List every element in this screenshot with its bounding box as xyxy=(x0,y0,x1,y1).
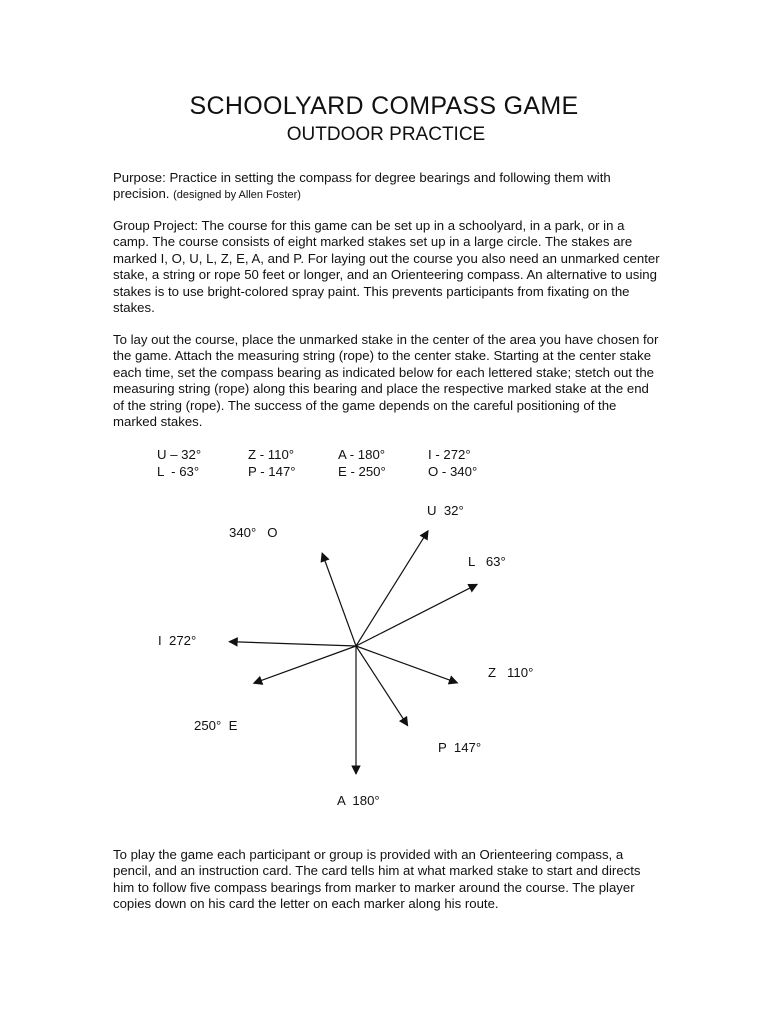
bearing-rays xyxy=(229,531,477,774)
purpose-text: Purpose: Practice in setting the compass for degree bearings and following them with precision. xyxy=(113,170,611,202)
bearing-entry: O - 340° xyxy=(428,464,478,479)
stake-label-u: U 32° xyxy=(427,503,464,518)
bearing-entry: Z - 110° xyxy=(248,447,295,462)
stake-label-z: Z 110° xyxy=(488,665,534,680)
play-instructions-paragraph: To play the game each participant or group is provided with an Orienteering compass, a pencil, and an instruction card. The card tells him at what marked stake to start and directs him to follow five compass bearings from marker to marker around the course. The player copies down on his card the letter on each marker along his route. xyxy=(113,847,641,912)
bearing-arrow-u xyxy=(356,531,428,646)
page-title: SCHOOLYARD COMPASS GAME xyxy=(189,92,579,120)
layout-instructions-paragraph: To lay out the course, place the unmarked stake in the center of the area you have chosen for the game. Attach the measuring string (rope) to the center stake. Starting at the center stake each time, set the compass bearing as indicated below for each lettered stake; stetch out the measuring string (rope) along this bearing and place the respective marked stake at the end of the string (rope). The success of the game depends on the careful positioning of the marked stakes. xyxy=(113,332,659,430)
stake-label-o: 340° O xyxy=(229,525,278,540)
bearing-entry: L - 63° xyxy=(157,464,200,479)
stake-label-e: 250° E xyxy=(194,718,238,733)
bearing-entry: P - 147° xyxy=(248,464,296,479)
bearing-arrow-e xyxy=(254,646,356,683)
bearing-arrow-i xyxy=(229,642,356,646)
bearing-arrow-z xyxy=(356,646,458,683)
bearing-entry: I - 272° xyxy=(428,447,471,462)
designer-credit: (designed by Allen Foster) xyxy=(173,189,301,202)
stake-label-p: P 147° xyxy=(438,740,482,755)
stake-label-i: I 272° xyxy=(158,633,197,648)
bearing-arrow-p xyxy=(356,646,408,726)
page-subtitle: OUTDOOR PRACTICE xyxy=(286,124,486,145)
bearing-arrow-o xyxy=(322,553,356,646)
stake-label-l: L 63° xyxy=(468,554,506,569)
bearing-entry: U – 32° xyxy=(157,447,202,462)
bearing-entry: E - 250° xyxy=(338,464,386,479)
stake-label-a: A 180° xyxy=(337,793,380,808)
group-project-paragraph: Group Project: The course for this game can be set up in a schoolyard, in a park, or in a camp. The course consists of eight marked stakes set up in a large circle. The stakes are marked I, O, U, L, Z, E, A, and P. For laying out the course you also need an unmarked center stake, a string or rope 50 feet or longer, and an Orienteering compass. An alternative to using stakes is to use bright-colored spray paint. This prevents participants from fixating on the stakes. xyxy=(113,218,660,316)
bearing-entry: A - 180° xyxy=(338,447,386,462)
bearing-arrow-l xyxy=(356,584,477,646)
